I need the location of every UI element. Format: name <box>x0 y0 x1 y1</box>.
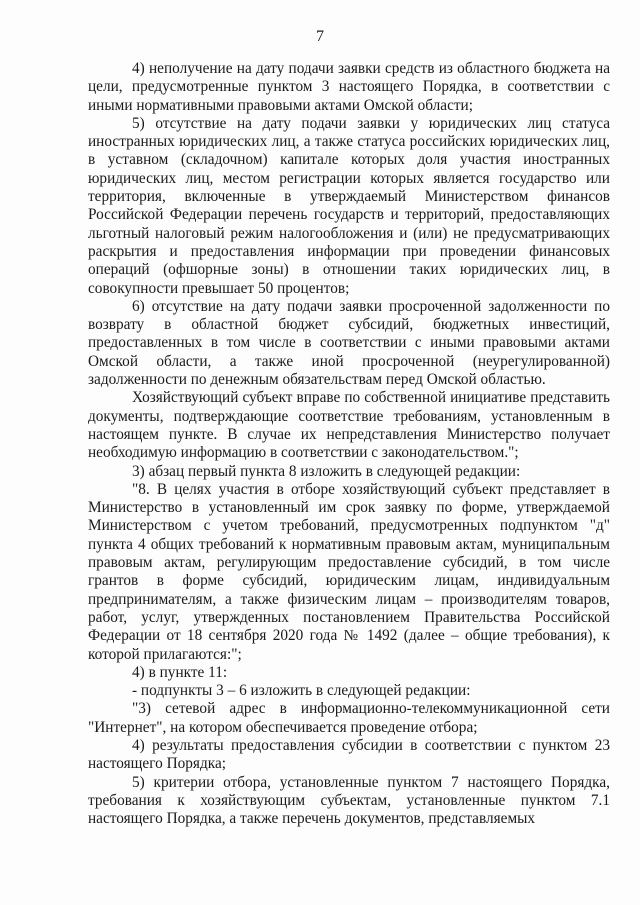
paragraph-subpoints-3-6: - подпункты 3 – 6 изложить в следующей редакции: <box>132 682 471 700</box>
paragraph-item-5-foreign-status: 5) отсутствие на дату подачи заявки у юридических лиц статуса иностранных юридических лиц, а также статуса российских юридических лиц, в уставном (складочном) капитале которых доля участия иностранных юридических лиц, местом регистрации которых является государство или территория, включенные в утверждаемый Министерством финансов Российской Федерации перечень государств и территорий, предоставляющих льготный налоговый режим налогообложения и (или) не предусматривающих раскрытия и предоставления информации при проведении финансовых операций (офшорные зоны) в отношении таких юридических лиц, в совокупности превышает 50 процентов; <box>88 114 610 297</box>
paragraph-amendment-3: 3) абзац первый пункта 8 изложить в следующей редакции: <box>132 462 521 480</box>
paragraph-subpoint-3-network: "3) сетевой адрес в информационно-телекоммуникационной сети "Интернет", на котором обеспечивается проведение отбора; <box>88 700 610 736</box>
document-body <box>88 60 610 828</box>
paragraph-subpoint-4-results: 4) результаты предоставления субсидии в соответствии с пунктом 23 настоящего Порядка; <box>88 736 610 773</box>
page-number: 7 <box>316 28 324 45</box>
paragraph-entity-right: Хозяйствующий субъект вправе по собственной инициативе представить документы, подтверждающие соответствие требованиям, установленным в настоящем пункте. В случае их непредставления Министерство получает необходимую информацию в соответствии с законодательством."; <box>88 389 610 462</box>
paragraph-amendment-4: 4) в пункте 11: <box>132 663 228 681</box>
paragraph-point-8: "8. В целях участия в отборе хозяйствующий субъект представляет в Министерство в установленный им срок заявку по форме, утверждаемой Министерством с учетом требований, предусмотренных подпунктом "д" пункта 4 общих требований к нормативным правовым актам, муниципальным правовым актам, регулирующим предоставление субсидий, в том числе грантов в форме субсидий, юридическим лицам, индивидуальным предпринимателям, а также физическим лицам – производителям товаров, работ, услуг, утвержденных постановлением Правительства Российской Федерации от 18 сентября 2020 года № 1492 (далее – общие требования), к которой прилагаются:"; <box>88 480 610 663</box>
paragraph-item-4-nonreceipt: 4) неполучение на дату подачи заявки средств из областного бюджета на цели, предусмотренные пунктом 3 настоящего Порядка, в соответствии с иными нормативными правовыми актами Омской области; <box>88 60 610 114</box>
paragraph-item-6-debt: 6) отсутствие на дату подачи заявки просроченной задолженности по возврату в областной бюджет субсидий, бюджетных инвестиций, предоставленных в том числе в соответствии с иными правовыми актами Омской области, а также иной просроченной (неурегулированной) задолженности по денежным обязательствам перед Омской областью. <box>88 297 610 389</box>
paragraph-subpoint-5-criteria: 5) критерии отбора, установленные пунктом 7 настоящего Порядка, требования к хозяйствующим субъектам, установленные пунктом 7.1 настоящего Порядка, а также перечень документов, представляемых <box>88 773 610 828</box>
